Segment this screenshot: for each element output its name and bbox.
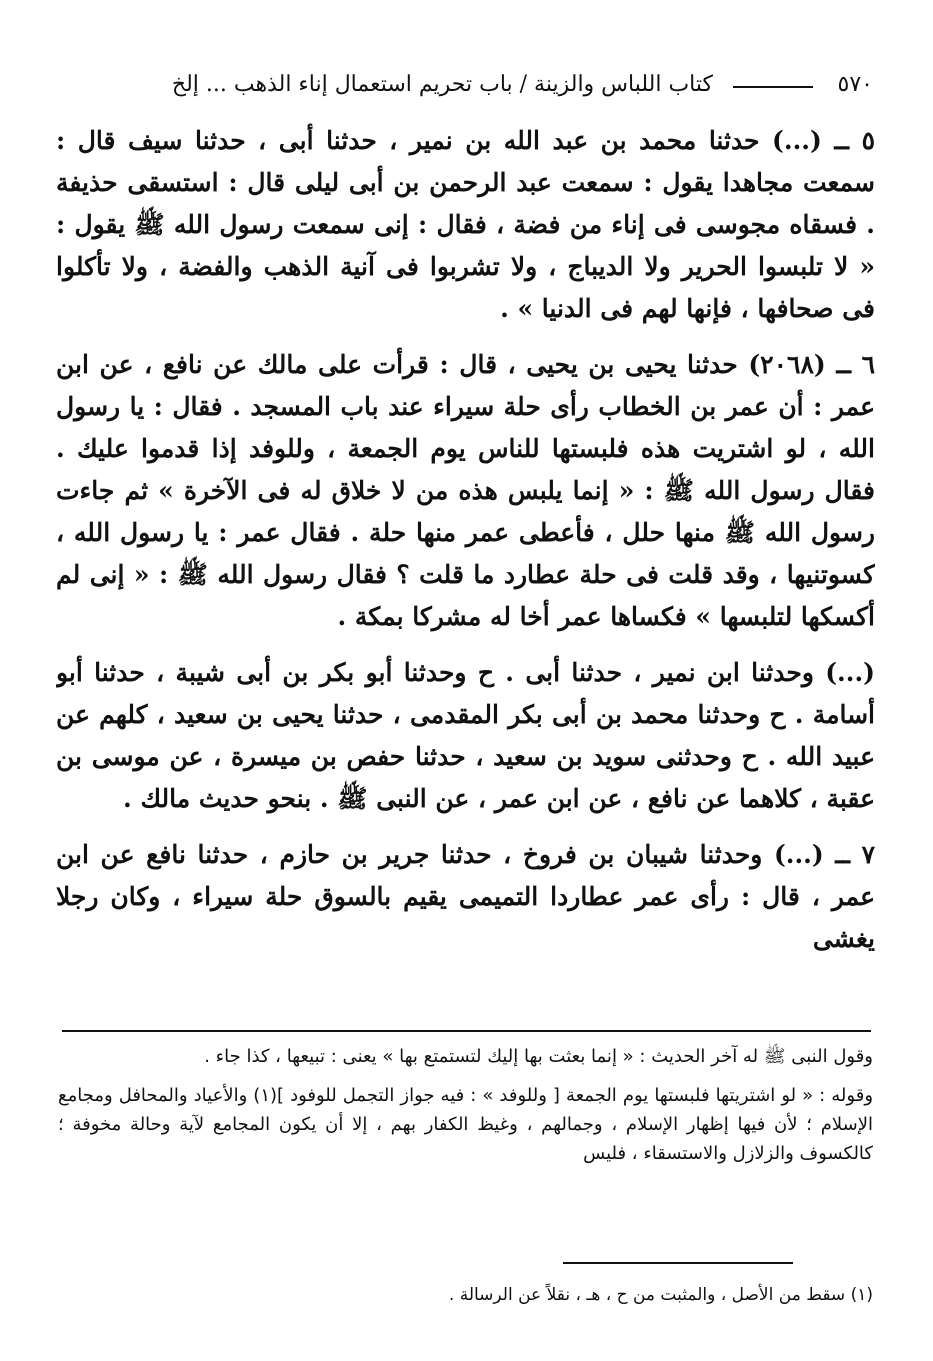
- hadith-paragraph: ٥ ــ (...) حدثنا محمد بن عبد الله بن نمير ، حدثنا أبى ، حدثنا سيف قال : سمعت مجاهدا يقول : سمعت عبد الرحمن بن أبى ليلى قال : استسقى حذيفة . فسقاه مجوسى فى إناء من فضة ، فقال : إنى سمعت رسول الله ﷺ يقول : « لا تلبسوا الحرير ولا الديباج ، ولا تشربوا فى آنية الذهب والفضة ، ولا تأكلوا فى صحافها ، فإنها لهم فى الدنيا » .: [56, 126, 875, 323]
- footnote: (١) سقط من الأصل ، والمثبت من ح ، هـ ، نقلاً عن الرسالة .: [448, 1285, 873, 1305]
- main-text: [56, 120, 875, 1025]
- commentary-paragraph: وقوله : « لو اشتريتها فلبستها يوم الجمعة [ وللوفد » : فيه جواز التجمل للوفود ](١) والأعياد والمحافل ومجامع الإسلام ؛ لأن فيها إظهار الإسلام ، وجمالهم ، وغيظ الكفار بهم ، إلا أن يكون المجامع لآية وحالة مخوفة ؛ كالكسوف والزلازل والاستسقاء ، فليس: [58, 1085, 873, 1164]
- commentary: [58, 1042, 873, 1242]
- commentary-divider: [62, 1030, 871, 1032]
- running-title: كتاب اللباس والزينة / باب تحريم استعمال إناء الذهب ... إلخ: [171, 72, 713, 97]
- page-number: ٥٧٠: [837, 72, 873, 97]
- hadith-paragraph: ٧ ــ (...) وحدثنا شيبان بن فروخ ، حدثنا جرير بن حازم ، حدثنا نافع عن ابن عمر ، قال : رأى عمر عطاردا التميمى يقيم بالسوق حلة سيراء ، وكان رجلا يغشى: [56, 840, 875, 953]
- running-header: [60, 70, 873, 110]
- footnote-divider: [563, 1262, 793, 1264]
- commentary-paragraph: وقول النبى ﷺ له آخر الحديث : « إنما بعثت بها إليك لتستمتع بها » يعنى : تبيعها ، كذا جاء .: [204, 1046, 873, 1067]
- hadith-paragraph: (...) وحدثنا ابن نمير ، حدثنا أبى . ح وحدثنا أبو بكر بن أبى شيبة ، حدثنا أبو أسامة . ح وحدثنا محمد بن أبى بكر المقدمى ، حدثنا يحيى بن سعيد ، كلهم عن عبيد الله . ح وحدثنى سويد بن سعيد ، حدثنا حفص بن ميسرة ، عن موسى بن عقبة ، كلاهما عن نافع ، عن ابن عمر ، عن النبى ﷺ . بنحو حديث مالك .: [56, 658, 875, 813]
- header-rule: [733, 86, 813, 88]
- hadith-paragraph: ٦ ــ (٢٠٦٨) حدثنا يحيى بن يحيى ، قال : قرأت على مالك عن نافع ، عن ابن عمر : أن عمر بن الخطاب رأى حلة سيراء عند باب المسجد . فقال : يا رسول الله ، لو اشتريت هذه فلبستها للناس يوم الجمعة ، وللوفد إذا قدموا عليك . فقال رسول الله ﷺ : « إنما يلبس هذه من لا خلاق له فى الآخرة » ثم جاءت رسول الله ﷺ منها حلل ، فأعطى عمر منها حلة . فقال عمر : يا رسول الله ، كسوتنيها ، وقد قلت فى حلة عطارد ما قلت ؟ فقال رسول الله ﷺ : « إنى لم أكسكها لتلبسها » فكساها عمر أخا له مشركا بمكة .: [56, 350, 875, 631]
